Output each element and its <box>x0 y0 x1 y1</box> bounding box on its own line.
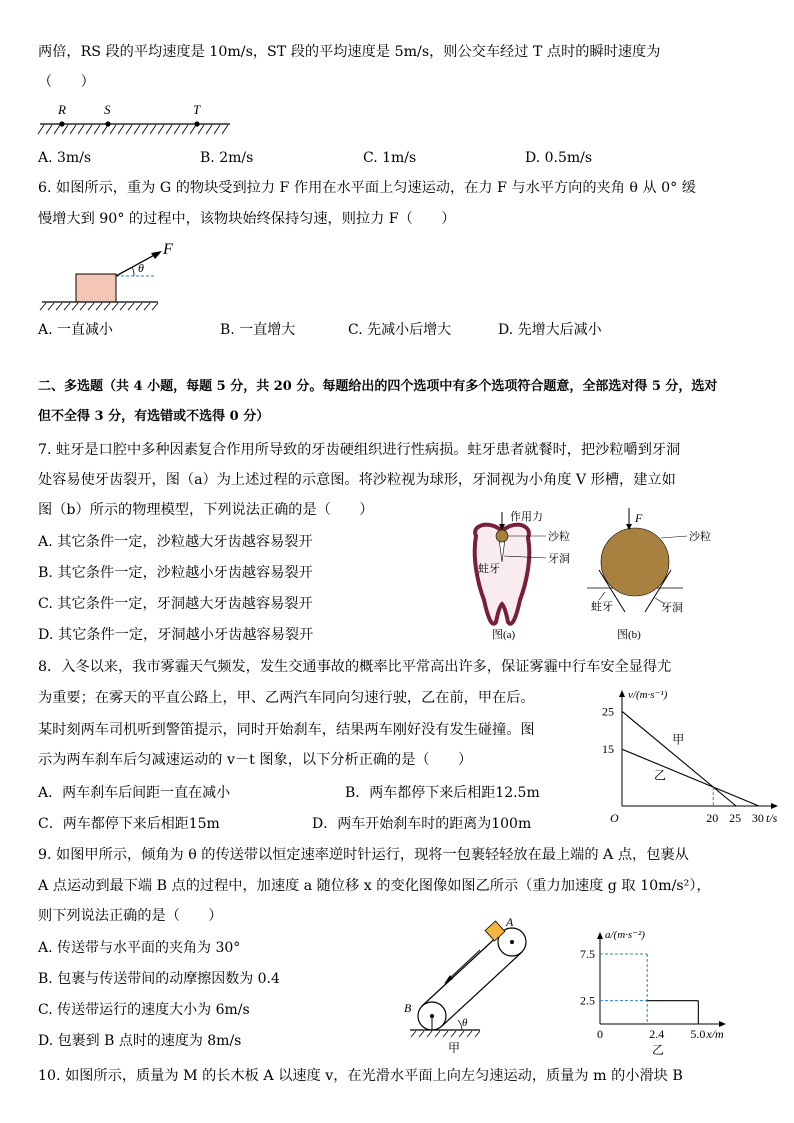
label-r: R <box>58 102 66 117</box>
vt-origin-label: O <box>610 811 619 825</box>
q6-option-c: C. 先减小后增大 <box>348 322 452 338</box>
caption-yi: 乙 <box>652 1043 665 1057</box>
q8-option-c: C．两车都停下来后相距15m <box>38 816 220 832</box>
label-hole-b: 牙洞 <box>661 602 683 614</box>
section2-heading-line2: 但不全得 3 分，有选错或不选得 0 分） <box>38 409 270 424</box>
label-f: F <box>635 511 643 525</box>
block <box>76 274 116 302</box>
label-force: 作用力 <box>510 511 543 523</box>
point-r <box>59 121 64 126</box>
sand-ball <box>601 528 669 596</box>
caption-fig-a: 图(a) <box>492 629 516 641</box>
q6-option-a: A. 一直减小 <box>38 322 114 338</box>
q9-option-d: D. 包裹到 B 点时的速度为 8m/s <box>38 1033 242 1049</box>
q8-stem-line3: 某时刻两车司机听到警笛提示，同时开始刹车，结果两车刚好没有发生碰撞。图 <box>38 722 535 738</box>
caption-jia: 甲 <box>448 1041 461 1055</box>
q5-option-d: D. 0.5m/s <box>525 150 593 166</box>
label-tooth-b: 蛀牙 <box>591 601 613 613</box>
q6-option-d: D. 先增大后减小 <box>498 322 602 338</box>
q10-stem-line1: 10. 如图所示，质量为 M 的长木板 A 以速度 v，在光滑水平面上向左匀速运动，质量为 m 的小滑块 B <box>38 1068 683 1084</box>
vt-x-tick-label: 25 <box>729 811 742 825</box>
vt-series-label: 乙 <box>653 768 666 783</box>
label-b: B <box>404 1001 412 1015</box>
ax-x-tick-label: 2.4 <box>649 1027 665 1041</box>
label-sand: 沙粒 <box>548 531 570 543</box>
sand-grain <box>496 530 508 542</box>
label-tooth: 蛀牙 <box>478 563 500 575</box>
q9-option-c: C. 传送带运行的速度大小为 6m/s <box>38 1002 250 1018</box>
q9-option-a: A. 传送带与水平面的夹角为 30° <box>38 940 241 956</box>
q7-stem-line1: 7. 蛀牙是口腔中多种因素复合作用所导致的牙齿硬组织进行性病损。蛀牙患者就餐时，把沙粒嚼到牙洞 <box>38 442 681 458</box>
ax-y-axis-label: a/(m·s⁻²) <box>605 929 645 941</box>
point-t <box>194 121 199 126</box>
q8-stem-line4: 示为两车刹车后匀减速运动的 v－t 图象，以下分析正确的是（ ） <box>38 752 473 768</box>
vt-axes <box>619 690 778 809</box>
q9-stem-line2: A 点运动到最下端 B 点的过程中，加速度 a 随位移 x 的变化图像如图乙所示（重力加速度 g 取 10m/s²）， <box>38 878 711 894</box>
label-sand-b: 沙粒 <box>689 531 711 543</box>
q8-option-b: B．两车都停下来后相距12.5m <box>345 785 540 801</box>
q6-stem-line2: 慢增大到 90° 的过程中，该物块始终保持匀速，则拉力 F（ ） <box>38 211 456 227</box>
label-hole: 牙洞 <box>548 553 570 565</box>
belt-upper <box>422 932 502 1006</box>
ax-chart <box>580 926 750 1056</box>
caption-fig-b: 图(b) <box>617 629 641 641</box>
ax-y-tick-label: 7.5 <box>580 947 595 961</box>
q5-answer-paren: （ ） <box>38 74 95 90</box>
q6-option-b: B. 一直增大 <box>220 322 296 338</box>
ax-x-tick-label: 0 <box>597 1027 603 1041</box>
vt-y-axis-label: v/(m·s⁻¹) <box>628 689 668 701</box>
label-t: T <box>193 102 201 117</box>
angle-label: θ <box>138 261 144 275</box>
q7-stem-line2: 处容易使牙齿裂开，图（a）为上述过程的示意图。将沙粒视为球形，牙洞视为小角度 V 形槽，建立如 <box>38 472 676 488</box>
belt-lower <box>442 952 522 1026</box>
vt-x-tick-label: 30 <box>751 811 764 825</box>
q8-stem-line1: 8．入冬以来，我市雾霾天气频发，发生交通事故的概率比平常高出许多，保证雾霾中行车安全显得尤 <box>38 659 672 675</box>
label-theta: θ <box>462 1017 468 1029</box>
q7-stem-line3: 图（b）所示的物理模型，下列说法正确的是（ ） <box>38 502 374 518</box>
q7-figure-a-tooth <box>462 508 592 644</box>
vt-y-tick-label: 15 <box>602 742 614 757</box>
vt-x-axis-label: t/s <box>766 811 778 825</box>
force-arrow <box>116 253 158 276</box>
q6-stem-line1: 6. 如图所示，重为 G 的物块受到拉力 F 作用在水平面上匀速运动，在力 F 与水平方向的夹角 θ 从 0° 缓 <box>38 180 696 196</box>
q7-figure-b-model <box>585 508 715 644</box>
vt-series-label: 甲 <box>672 732 685 747</box>
force-label: F <box>163 241 173 258</box>
q7-option-d: D. 其它条件一定，牙洞越小牙齿越容易裂开 <box>38 627 314 643</box>
vt-y-tick-label: 25 <box>602 704 614 719</box>
q8-option-d: D．两车开始刹车时的距离为100m <box>312 816 532 832</box>
q5-road-figure <box>38 100 238 140</box>
point-s <box>105 121 110 126</box>
label-s: S <box>104 102 111 117</box>
q5-option-c: C. 1m/s <box>363 150 417 166</box>
q7-option-b: B. 其它条件一定，沙粒越小牙齿越容易裂开 <box>38 565 313 581</box>
q8-option-a: A．两车刹车后间距一直在减小 <box>38 785 231 801</box>
q7-option-c: C. 其它条件一定，牙洞越大牙齿越容易裂开 <box>38 596 313 612</box>
vt-series-line <box>622 711 736 806</box>
q8-stem-line2: 为重要；在雾天的平直公路上，甲、乙两汽车同向匀速行驶，乙在前，甲在后。 <box>38 690 535 706</box>
ax-x-axis-label: x/m <box>706 1027 724 1041</box>
vt-x-tick-label: 20 <box>706 811 719 825</box>
q9-conveyor-figure <box>400 915 540 1056</box>
ax-axes <box>597 932 726 1027</box>
label-a: A <box>506 915 514 929</box>
vt-chart <box>600 689 780 828</box>
q7-option-a: A. 其它条件一定，沙粒越大牙齿越容易裂开 <box>38 534 313 550</box>
q6-block-figure <box>38 240 178 312</box>
q5-stem-line1: 两倍，RS 段的平均速度是 10m/s，ST 段的平均速度是 5m/s，则公交车经过 T 点时的瞬时速度为 <box>38 44 661 60</box>
vt-series-line <box>622 749 759 806</box>
q9-stem-line1: 9. 如图甲所示，倾角为 θ 的传送带以恒定速率逆时针运行，现将一包裹轻轻放在最上端的 A 点，包裹从 <box>38 847 689 863</box>
q9-option-b: B. 包裹与传送带间的动摩擦因数为 0.4 <box>38 971 280 987</box>
section2-heading-line1: 二、多选题（共 4 小题，每题 5 分，共 20 分。每题给出的四个选项中有多个选项符合题意，全部选对得 5 分，选对 <box>38 379 718 394</box>
ax-x-tick-label: 5.0 <box>690 1027 706 1041</box>
q5-option-b: B. 2m/s <box>200 150 254 166</box>
q5-option-a: A. 3m/s <box>38 150 92 166</box>
ax-y-tick-label: 2.5 <box>580 993 595 1008</box>
q9-stem-line3: 则下列说法正确的是（ ） <box>38 908 223 924</box>
